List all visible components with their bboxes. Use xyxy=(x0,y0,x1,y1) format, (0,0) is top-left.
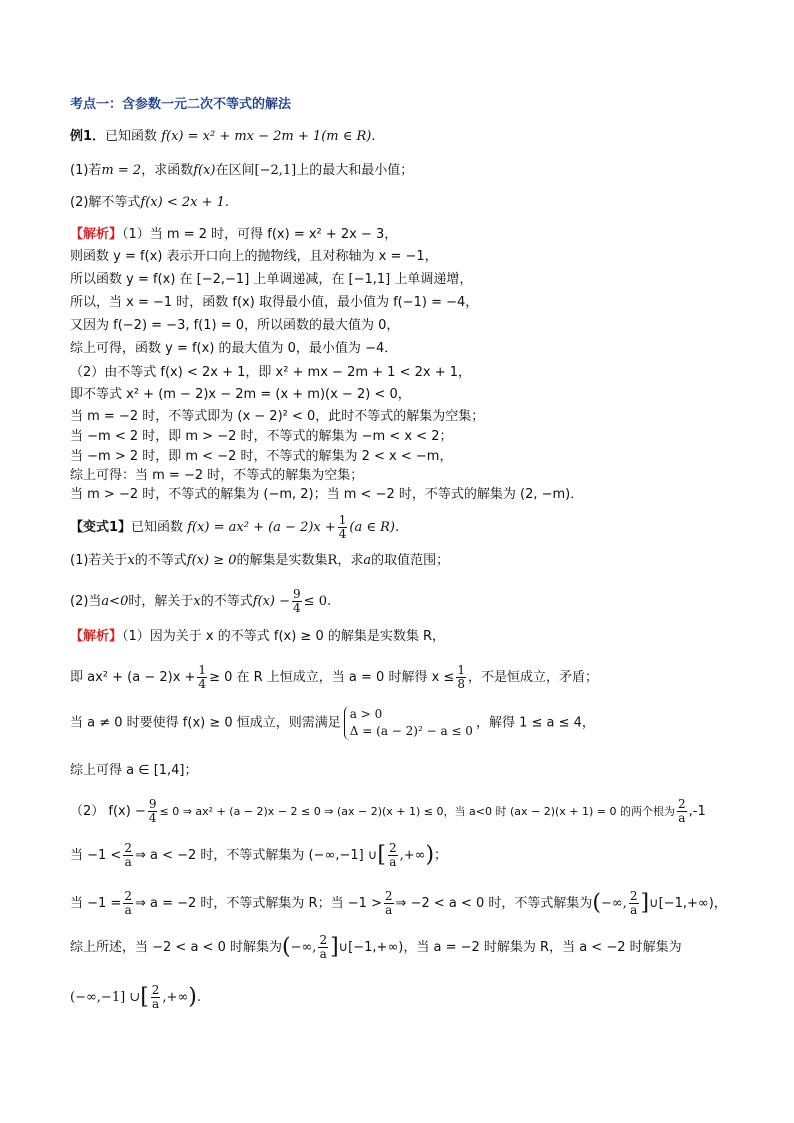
s2l3-system xyxy=(344,706,473,740)
fraction-num: 1 xyxy=(198,663,207,677)
v1p1-b: 的不等式 xyxy=(134,553,187,568)
variant1-statement xyxy=(70,514,399,541)
fraction-den: a xyxy=(319,947,327,961)
s2l9-a: (−∞,−1] ∪ xyxy=(70,990,141,1005)
s2l7-c: ⇒ −2 < a < 0 时，不等式解集为 xyxy=(395,896,593,911)
fraction-num: 2 xyxy=(319,933,328,947)
s2l7-d: −∞, xyxy=(601,896,627,911)
s2l2-frac2 xyxy=(456,664,466,691)
s2l8-frac xyxy=(318,934,328,961)
s2l2-frac1 xyxy=(197,664,207,691)
v1p1-e: 的取值范围； xyxy=(371,553,450,568)
example1-text: 已知函数 xyxy=(105,129,158,144)
s2l6-c: ,+∞ xyxy=(399,848,426,863)
part2-prefix: (2)解不等式 xyxy=(70,195,141,210)
v1p2-end: ≤ 0. xyxy=(303,594,332,609)
fraction-num: 1 xyxy=(338,513,347,527)
solution1-line-9: 当 −m < 2 时，即 m > −2 时，不等式的解集为 −m < x < 2； xyxy=(70,429,453,444)
v1p1-x: x xyxy=(127,553,135,568)
s2l7-a: 当 −1 = xyxy=(70,896,122,911)
fraction-num: 2 xyxy=(124,889,132,903)
variant1-func-b: (a ∈ R) xyxy=(349,520,395,535)
fraction-num: 9 xyxy=(148,797,157,811)
solution1-line-0 xyxy=(70,226,397,244)
example1-statement xyxy=(70,128,375,146)
solution2-line-8 xyxy=(70,934,682,961)
system-row-1: a > 0 xyxy=(349,707,383,721)
solution2-tag: 【解析】 xyxy=(70,629,123,644)
solution1-line-6: （2）由不等式 f(x) < 2x + 1，即 x² + mx − 2m + 1 < 2x + 1， xyxy=(70,365,471,380)
fraction-den: 8 xyxy=(457,677,465,691)
v1p1-d: ，求 xyxy=(337,553,364,568)
solution2-line-7 xyxy=(70,890,727,917)
solution1-line-5: 综上可得，函数 y = f(x) 的最大值为 0，最小值为 −4． xyxy=(70,341,398,356)
part1-prefix: (1)若 xyxy=(70,163,102,178)
solution2-line-1 xyxy=(70,628,445,646)
s2l5-b: ≤ 0 ⇒ ax² + (a − 2)x − 2 ≤ 0 ⇒ (ax − 2)(x + 1) ≤ 0，当 a<0 时 (ax − 2)(x + 1) = 0 的两个根为 xyxy=(159,805,675,818)
v1p1-ineq: f(x) ≥ 0 xyxy=(186,553,237,568)
bracket-close: ] xyxy=(640,890,650,916)
solution2-line-9 xyxy=(70,984,201,1011)
v1p2-f: f(x) − xyxy=(252,594,291,609)
variant1-part1 xyxy=(70,552,449,570)
bracket-open: [ xyxy=(140,984,149,1010)
s2l7-frac2 xyxy=(384,890,394,917)
part2-end: . xyxy=(224,195,230,210)
s2l5-frac1 xyxy=(148,798,158,825)
part1-interval: [−2,1] xyxy=(254,163,297,178)
part1-cond: m = 2 xyxy=(101,163,142,178)
example1-func: f(x) = x² + mx − 2m + 1(m ∈ R) xyxy=(161,129,372,144)
example1-end: . xyxy=(371,129,376,144)
solution2-line-2 xyxy=(70,664,598,691)
solution2-line-3 xyxy=(70,706,595,740)
solution1-text-0: （1）当 m = 2 时，可得 f(x) = x² + 2x − 3， xyxy=(122,227,398,242)
bracket-close: ] xyxy=(330,934,339,960)
solution1-line-7: 即不等式 x² + (m − 2)x − 2m = (x + m)(x − 2) < 0， xyxy=(70,387,411,402)
fraction-den: a xyxy=(678,811,686,825)
v1p2-b: 时，解关于 xyxy=(128,594,194,609)
solution2-line-5 xyxy=(70,798,706,825)
v1p2-a: (2)当 xyxy=(70,594,102,609)
fraction-num: 2 xyxy=(124,841,132,855)
variant1-func-a: f(x) = ax² + (a − 2)x + xyxy=(187,520,336,535)
v1p2-x: x xyxy=(193,594,201,609)
s2l5-frac2 xyxy=(677,798,687,825)
variant1-label: 【变式1】 xyxy=(70,520,132,535)
v1p2-c: 的不等式 xyxy=(200,594,253,609)
variant1-part2 xyxy=(70,588,331,615)
paren-close: ) xyxy=(425,842,435,868)
fraction-num: 2 xyxy=(678,797,686,811)
s2l7-b: ⇒ a = −2 时，不等式解集为 R；当 −1 > xyxy=(134,896,382,911)
section-heading: 考点一：含参数一元二次不等式的解法 xyxy=(70,97,292,112)
part1-mid: ，求函数 xyxy=(141,163,194,178)
solution2-line-4: 综上可得 a ∈ [1,4]； xyxy=(70,763,198,778)
variant1-end: . xyxy=(395,520,400,535)
solution1-line-4: 又因为 f(−2) = −3, f(1) = 0，所以函数的最大值为 0， xyxy=(70,318,400,333)
part1-f: f(x) xyxy=(193,163,216,178)
fraction-num: 2 xyxy=(388,841,397,855)
s2l6-frac1 xyxy=(123,842,133,869)
s2l9-c: . xyxy=(196,990,202,1005)
solution1-tag: 【解析】 xyxy=(70,227,123,242)
fraction-den: 4 xyxy=(338,527,347,541)
solution1-line-1: 则函数 y = f(x) 表示开口向上的抛物线，且对称轴为 x = −1， xyxy=(70,249,438,264)
fraction-den: 4 xyxy=(198,677,207,691)
paren-open: ( xyxy=(592,890,602,916)
solution2-text-1: （1）因为关于 x 的不等式 f(x) ≥ 0 的解集是实数集 R， xyxy=(122,629,446,644)
fraction-num: 2 xyxy=(151,983,160,997)
s2l5-a: （2） f(x) − xyxy=(70,804,146,819)
s2l5-c: ,-1 xyxy=(688,804,706,819)
paren-open: ( xyxy=(281,934,291,960)
part1-mid2: 在区间 xyxy=(215,163,255,178)
solution2-line-6 xyxy=(70,842,447,869)
solution1-line-12: 当 m > −2 时，不等式的解集为 (−m, 2)；当 m < −2 时，不等式的解集为 (2, −m)． xyxy=(70,487,584,502)
s2l7-e: ∪[−1,+∞)， xyxy=(649,896,727,911)
s2l3-a: 当 a ≠ 0 时要使得 f(x) ≥ 0 恒成立，则需满足 xyxy=(70,715,341,731)
variant1-fraction xyxy=(338,514,348,541)
fraction-den: a xyxy=(124,855,132,869)
s2l7-frac1 xyxy=(123,890,133,917)
s2l8-b: −∞, xyxy=(290,940,317,955)
s2l6-d: ； xyxy=(434,848,448,863)
fraction-den: a xyxy=(630,903,638,917)
v1p1-a: (1)若关于 xyxy=(70,553,128,568)
fraction-den: 4 xyxy=(148,811,157,825)
s2l8-c: ∪[−1,+∞)，当 a = −2 时解集为 R，当 a < −2 时解集为 xyxy=(338,940,682,955)
s2l3-b: ，解得 1 ≤ a ≤ 4， xyxy=(475,715,595,731)
s2l2-c: ，不是恒成立，矛盾； xyxy=(467,670,598,685)
s2l9-b: ,+∞ xyxy=(162,990,189,1005)
solution1-line-8: 当 m = −2 时，不等式即为 (x − 2)² < 0，此时不等式的解集为空集； xyxy=(70,409,485,424)
v1p1-R: R xyxy=(327,553,338,568)
part2-ineq: f(x) < 2x + 1 xyxy=(140,195,225,210)
system-row-2: Δ = (a − 2)² − a ≤ 0 xyxy=(349,724,473,738)
s2l7-frac3 xyxy=(629,890,639,917)
fraction-den: a xyxy=(385,903,393,917)
fraction-num: 2 xyxy=(384,889,393,903)
s2l6-b: ⇒ a < −2 时，不等式解集为 (−∞,−1] ∪ xyxy=(134,848,378,863)
solution1-line-11: 综上可得：当 m = −2 时，不等式的解集为空集； xyxy=(70,468,364,483)
fraction-num: 9 xyxy=(293,587,301,601)
fraction-num: 2 xyxy=(629,889,638,903)
s2l6-frac2 xyxy=(388,842,398,869)
solution1-line-10: 当 −m > 2 时，即 m < −2 时，不等式的解集为 2 < x < −m， xyxy=(70,449,453,464)
v1p2-cond: a<0 xyxy=(101,594,129,609)
paren-close: ) xyxy=(188,984,197,1010)
part1-end: 上的最大和最小值； xyxy=(296,163,414,178)
s2l8-a: 综上所述，当 −2 < a < 0 时解集为 xyxy=(70,940,282,955)
v1p1-avar: a xyxy=(363,553,372,568)
fraction-num: 1 xyxy=(457,663,465,677)
s2l9-frac xyxy=(151,984,161,1011)
example1-part1 xyxy=(70,162,413,180)
v1p1-c: 的解集是实数集 xyxy=(236,553,328,568)
s2l6-a: 当 −1 < xyxy=(70,848,122,863)
s2l2-a: 即 ax² + (a − 2)x + xyxy=(70,670,196,685)
variant1-text: 已知函数 xyxy=(131,520,184,535)
fraction-den: a xyxy=(152,997,160,1011)
example1-part2 xyxy=(70,194,229,212)
solution1-line-2: 所以函数 y = f(x) 在 [−2,−1] 上单调递减，在 [−1,1] 上单调递增， xyxy=(70,272,473,287)
v1p2-fraction xyxy=(292,588,302,615)
fraction-den: 4 xyxy=(293,601,301,615)
solution1-line-3: 所以，当 x = −1 时，函数 f(x) 取得最小值，最小值为 f(−1) = −4， xyxy=(70,295,479,310)
fraction-den: a xyxy=(389,855,397,869)
fraction-den: a xyxy=(124,903,132,917)
bracket-open: [ xyxy=(377,842,386,868)
s2l2-b: ≥ 0 在 R 上恒成立，当 a = 0 时解得 x ≤ xyxy=(209,670,455,685)
example1-label: 例1． xyxy=(70,129,106,144)
